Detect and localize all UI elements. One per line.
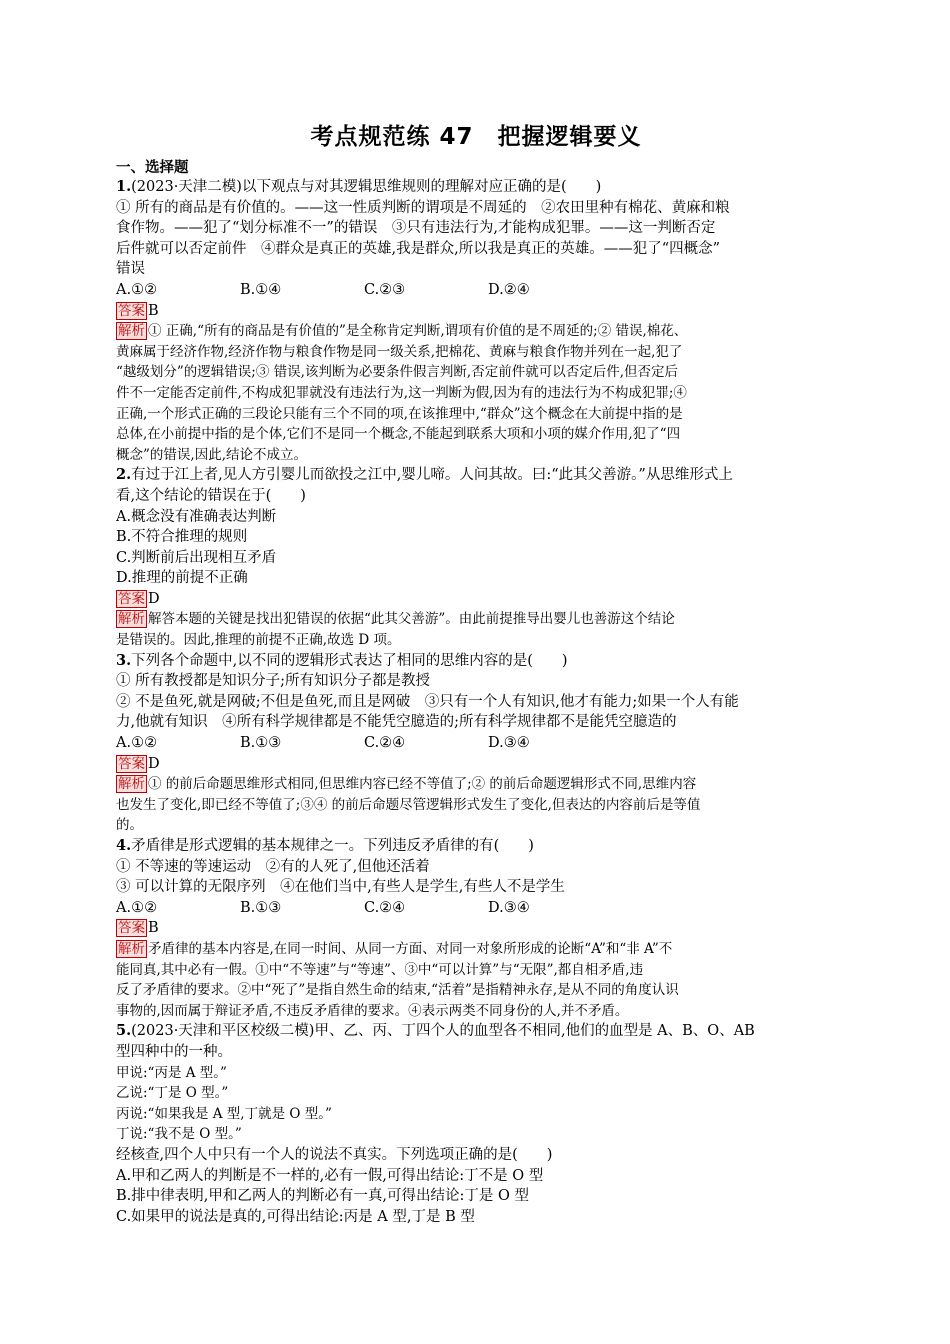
- answer-value: B: [148, 920, 159, 937]
- answer-line: [116, 301, 836, 322]
- analysis-line: 也发生了变化,即已经不等值了;③④ 的前后命题尽管逻辑形式发生了变化,但表达的内容前后是等值: [116, 796, 701, 813]
- question-stem-line: ② 不是鱼死,就是网破;不但是鱼死,而且是网破 ③只有一个人有知识,他才有能力;如果一个人有能: [116, 693, 739, 710]
- question-stem-line: 3.下列各个命题中,以不同的逻辑形式表达了相同的思维内容的是( ): [116, 651, 568, 669]
- question-number: 3.: [116, 651, 132, 669]
- question-number: 1.: [116, 178, 132, 195]
- analysis-line: 黄麻属于经济作物,经济作物与粮食作物是同一级关系,把棉花、黄麻与粮食作物并列在一起,犯了: [116, 343, 683, 360]
- answer-value: B: [148, 302, 159, 319]
- quote-line: 丙说:“如果我是 A 型,丁就是 O 型。”: [116, 1105, 332, 1122]
- answer-line: [116, 589, 836, 610]
- quote-line: 甲说:“丙是 A 型。”: [116, 1064, 227, 1081]
- options-row: [116, 280, 836, 301]
- question-5: [116, 1021, 836, 1227]
- question-stem-line: ① 所有教授都是知识分子;所有知识分子都是教授: [116, 673, 430, 690]
- analysis-line: 是错误的。因此,推理的前提不正确,故选 D 项。: [116, 632, 401, 649]
- option: B.①③: [240, 735, 282, 752]
- option: D.③④: [488, 899, 530, 916]
- option: A.甲和乙两人的判断是不一样的,必有一假,可得出结论:丁不是 O 型: [116, 1167, 544, 1184]
- answer-line: [116, 754, 836, 775]
- option: A.①②: [116, 899, 158, 916]
- answer-value: D: [148, 590, 160, 607]
- answer-line: [116, 918, 836, 939]
- question-stem-line: ③ 可以计算的无限序列 ④在他们当中,有些人是学生,有些人不是学生: [116, 879, 565, 896]
- analysis-line: 事物的,因而属于辩证矛盾,不违反矛盾律的要求。④表示两类不同身份的人,并不矛盾。: [116, 1002, 629, 1019]
- question-stem-line: ① 不等速的等速运动 ②有的人死了,但他还活着: [116, 858, 430, 875]
- options-row: [116, 898, 836, 919]
- page-title: 考点规范练 47 把握逻辑要义: [310, 124, 642, 150]
- question-stem-line: ① 所有的商品是有价值的。——这一性质判断的谓项是不周延的 ②农田里种有棉花、黄麻和粮: [116, 199, 730, 216]
- question-4: [116, 836, 836, 1021]
- option: D.②④: [488, 281, 530, 298]
- analysis-line: 解析 ① 的前后命题思维形式相同,但思维内容已经不等值了;② 的前后命题逻辑形式不同,思维内容: [118, 776, 697, 793]
- option: C.②④: [364, 735, 406, 752]
- analysis-line: 总体,在小前提中指的是个体,它们不是同一个概念,不能起到联系大项和小项的媒介作用,犯了“四: [116, 426, 681, 443]
- option: A.①②: [116, 735, 158, 752]
- analysis-line: 反了矛盾律的要求。②中“死了”是指自然生命的结束,“活着”是指精神永存,是从不同的角度认识: [116, 982, 679, 999]
- option: B.①③: [240, 899, 282, 916]
- section-heading: 一、选择题: [116, 160, 189, 176]
- answer-tag: 答案: [118, 755, 145, 772]
- option: B.排中律表明,甲和乙两人的判断必有一真,可得出结论:丁是 O 型: [116, 1188, 529, 1205]
- question-stem-line: 力,他就有知识 ④所有科学规律都是不能凭空臆造的;所有科学规律都不是能凭空臆造的: [116, 714, 677, 731]
- answer-tag: 答案: [118, 302, 145, 319]
- analysis-tag: 解析: [118, 776, 145, 793]
- analysis-line: 的。: [116, 817, 143, 834]
- question-number: 2.: [116, 466, 132, 484]
- options-row: [116, 733, 836, 754]
- analysis-tag: 解析: [118, 940, 145, 957]
- option: B.不符合推理的规则: [116, 529, 248, 546]
- answer-value: D: [148, 755, 160, 772]
- option: C.②③: [364, 281, 406, 298]
- question-stem-line: 后件就可以否定前件 ④群众是真正的英雄,我是群众,所以我是真正的英雄。——犯了“四概念”: [116, 240, 721, 257]
- option: C.判断前后出现相互矛盾: [116, 549, 277, 566]
- option: B.①④: [240, 281, 282, 298]
- quote-line: 丁说:“我不是 O 型。”: [116, 1126, 242, 1143]
- question-stem-line: 2.有过于江上者,见人方引婴儿而欲投之江中,婴儿啼。人问其故。曰:“此其父善游。”从思维形式上: [116, 466, 733, 484]
- analysis-tag: 解析: [118, 323, 145, 340]
- option: D.③④: [488, 735, 530, 752]
- analysis-line: 解析 解答本题的关键是找出犯错误的依据“此其父善游”。由此前提推导出婴儿也善游这个结论: [118, 611, 675, 628]
- option: C.如果甲的说法是真的,可得出结论:丙是 A 型,丁是 B 型: [116, 1208, 475, 1225]
- analysis-line: “越级划分”的逻辑错误;③ 错误,该判断为必要条件假言判断,否定前件就可以否定后件,但否定后: [116, 364, 679, 381]
- question-stem-line: 食作物。——犯了“划分标准不一”的错误 ③只有违法行为,才能构成犯罪。——这一判断否定: [116, 220, 716, 237]
- analysis-line: 解析 ① 正确,“所有的商品是有价值的”是全称肯定判断,谓项有价值的是不周延的;② 错误,棉花、: [118, 323, 688, 340]
- question-stem-line: 4.矛盾律是形式逻辑的基本规律之一。下列违反矛盾律的有( ): [116, 837, 534, 854]
- quote-line: 乙说:“丁是 O 型。”: [116, 1085, 229, 1102]
- question-2: [116, 465, 836, 650]
- question-3: [116, 651, 836, 836]
- worksheet-page: [116, 118, 836, 1227]
- question-1: [116, 177, 836, 465]
- analysis-line: 正确,一个形式正确的三段论只能有三个不同的项,在该推理中,“群众”这个概念在大前提中指的是: [116, 405, 683, 422]
- option: D.推理的前提不正确: [116, 570, 248, 587]
- question-stem-line: 错误: [116, 261, 145, 278]
- question-number: 4.: [116, 837, 132, 854]
- analysis-line: 解析 矛盾律的基本内容是,在同一时间、从同一方面、对同一对象所形成的论断“A”和“非 A”不: [118, 940, 673, 957]
- question-number: 5.: [116, 1022, 132, 1040]
- option: C.②④: [364, 899, 406, 916]
- question-stem-line: 1.(2023·天津二模)以下观点与对其逻辑思维规则的理解对应正确的是( ): [116, 178, 602, 195]
- option: A.①②: [116, 281, 158, 298]
- analysis-line: 件不一定能否定前件,不构成犯罪就没有违法行为,这一判断为假,因为有的违法行为不构成犯罪;④: [116, 384, 687, 401]
- analysis-tag: 解析: [118, 611, 145, 628]
- analysis-line: 能同真,其中必有一假。①中“不等速”与“等速”、③中“可以计算”与“无限”,都自相矛盾,违: [116, 961, 644, 978]
- question-stem-line: 经核查,四个人中只有一个人的说法不真实。下列选项正确的是( ): [116, 1146, 553, 1163]
- question-stem-line: 5.(2023·天津和平区校级二模)甲、乙、丙、丁四个人的血型各不相同,他们的血型是 A、B、O、AB: [116, 1022, 755, 1040]
- question-stem-line: 看,这个结论的错误在于( ): [116, 487, 306, 504]
- answer-tag: 答案: [118, 590, 145, 607]
- question-stem-line: 型四种中的一种。: [116, 1043, 232, 1060]
- answer-tag: 答案: [118, 920, 145, 937]
- option: A.概念没有准确表达判断: [116, 508, 277, 525]
- analysis-line: 概念”的错误,因此,结论不成立。: [116, 446, 307, 463]
